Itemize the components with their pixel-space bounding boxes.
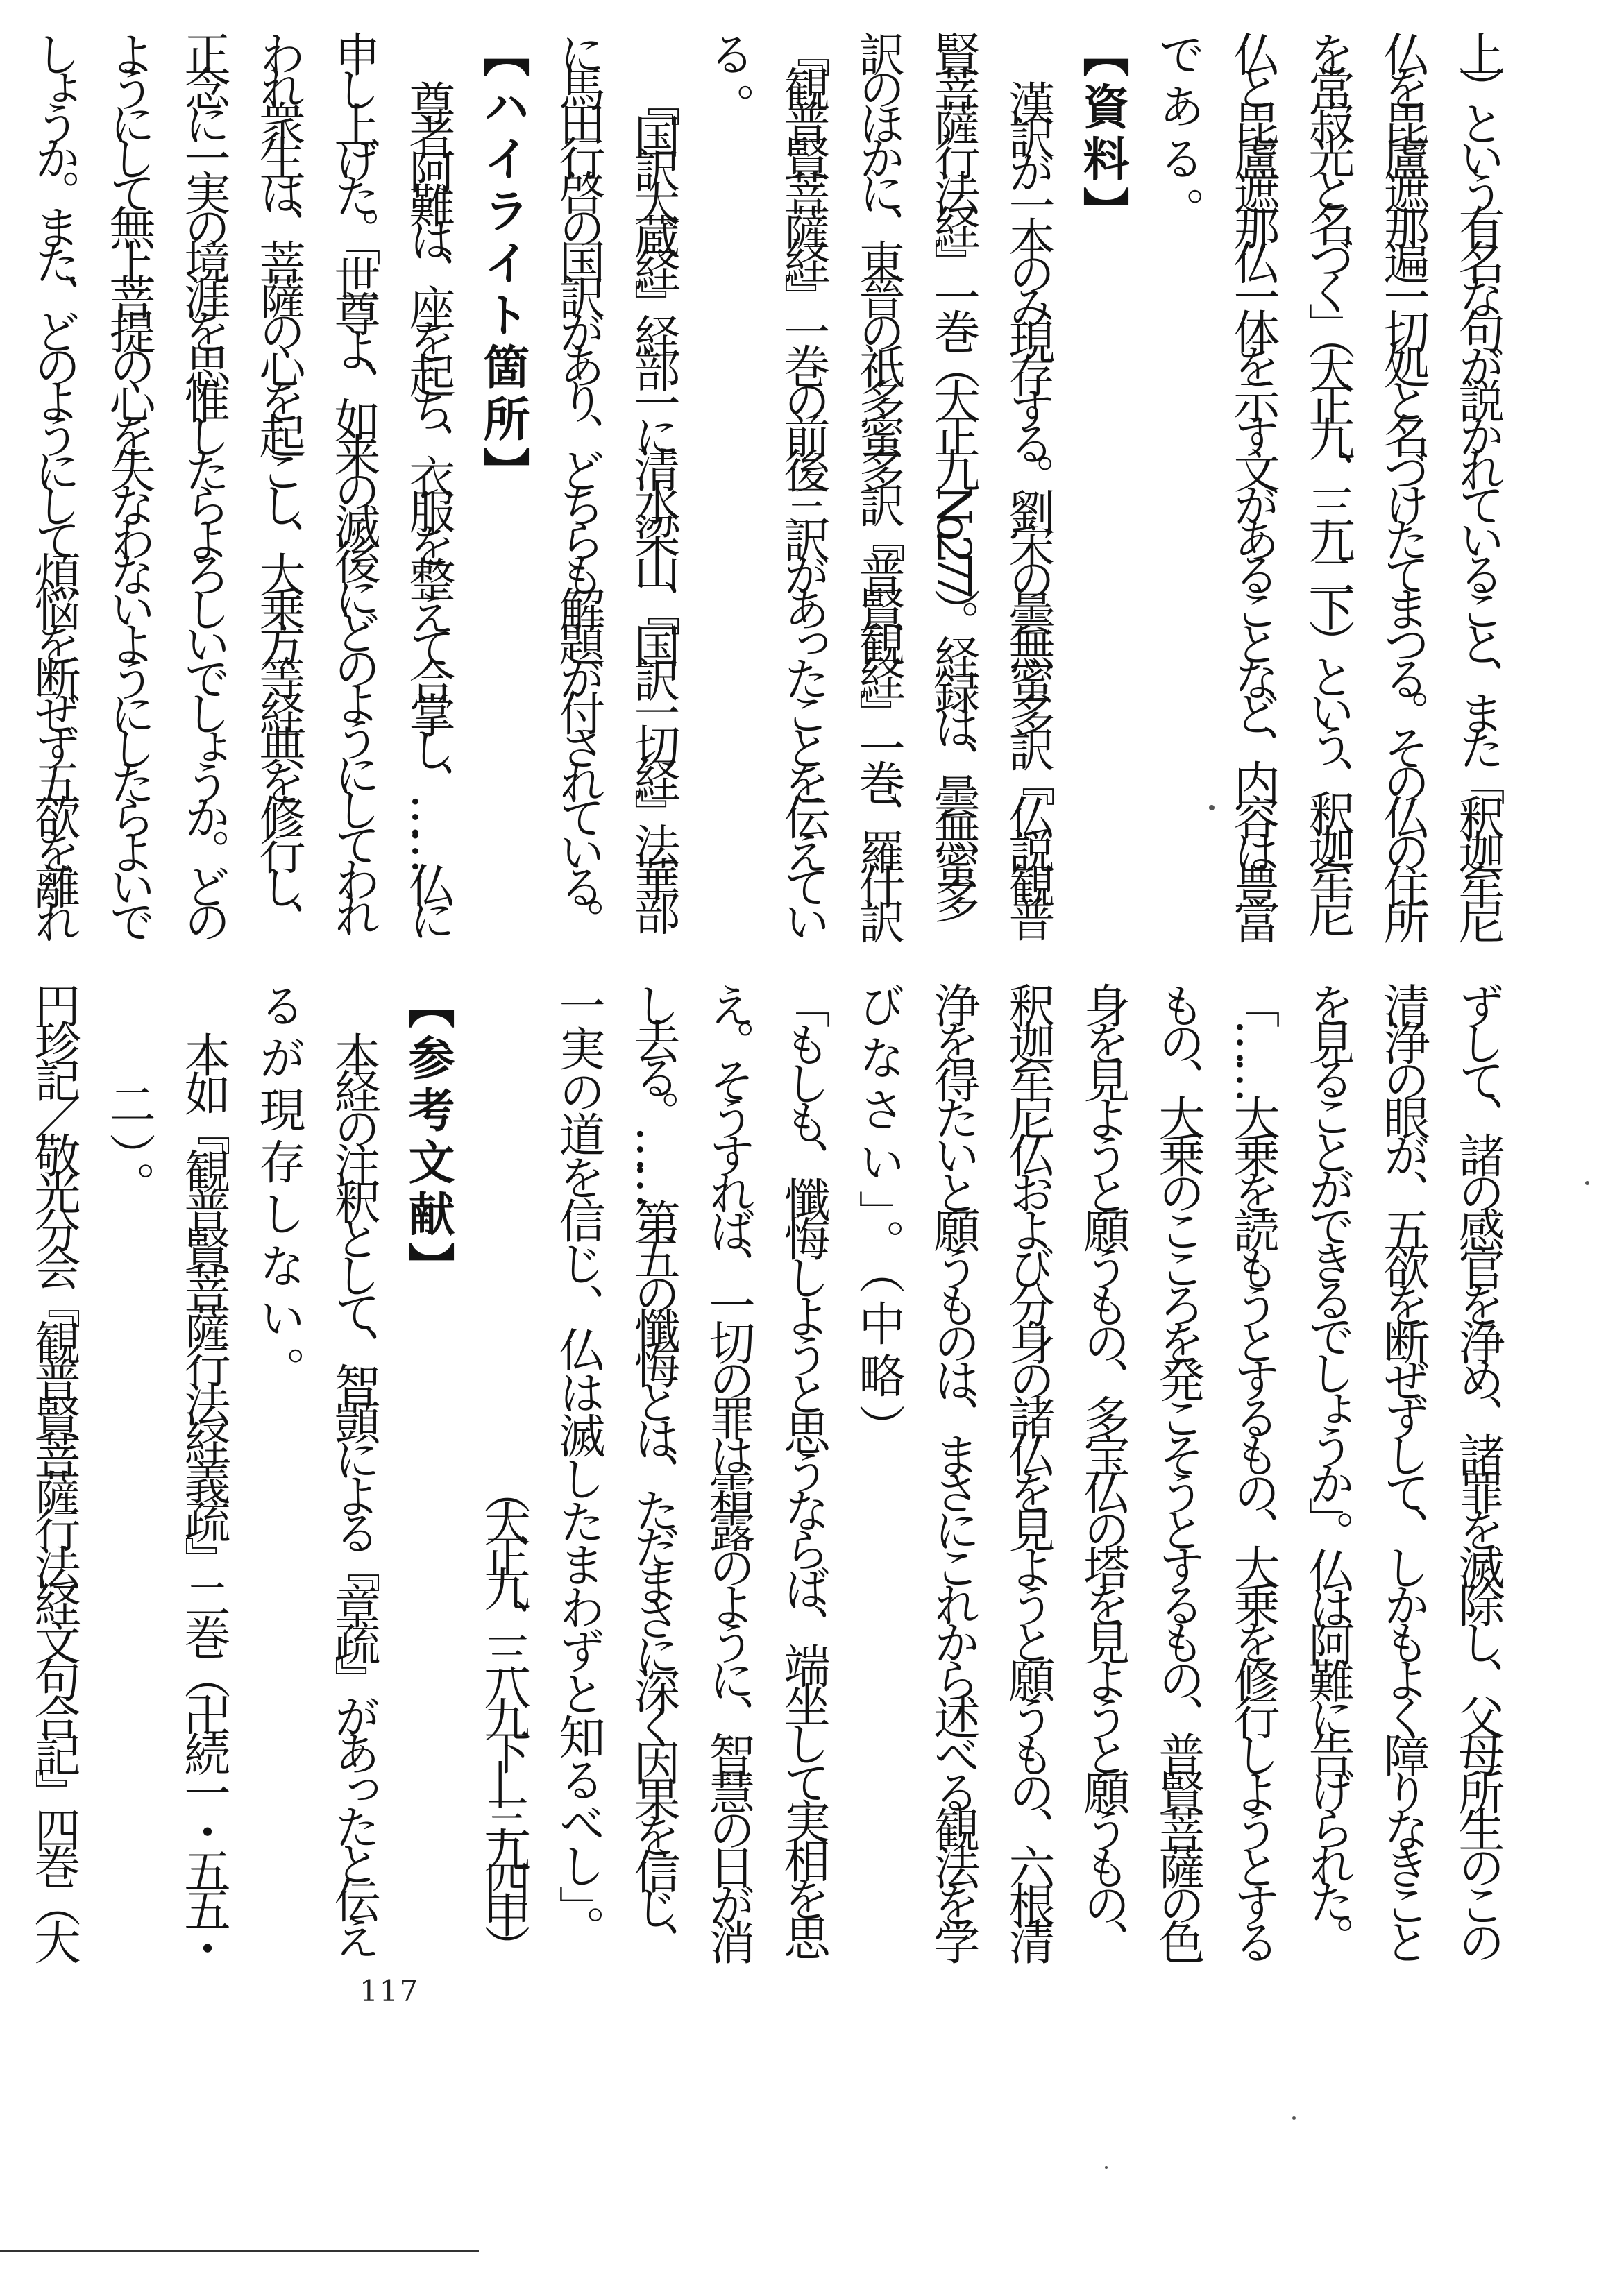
text-column: 漢訳が一本のみ現存する。劉宋の曇無蜜多訳『仏説観普	[1001, 80, 1056, 930]
text-column: 「もしも、懺悔しようと思うならば、端坐して実相を思	[777, 982, 831, 1953]
text-column: に馬田行啓の国訳があり、どちらも解題が付されている。	[552, 31, 606, 933]
text-column: 仏を毘盧遮那遍一切処と名づけたてまつる。その仏の住所	[1376, 31, 1430, 933]
text-column: 一実の道を信じ、仏は滅したまわずと知るべし」。	[552, 982, 606, 1948]
text-column: 本如『観普賢菩薩行法経義疏』二巻（卍続一・五五・	[177, 1031, 231, 1964]
text-column: もの、大乗のこころを発こそうとするもの、普賢菩薩の色	[1151, 982, 1206, 1956]
text-column: 『国訳大蔵経』経部一に清水梁山、『国訳一切経』法華部	[627, 80, 681, 923]
text-column: 釈迦牟尼仏および分身の諸仏を見ようと願うもの、六根清	[1001, 982, 1056, 1956]
text-column: るが現存しない。	[252, 982, 306, 1398]
text-column: である。	[1151, 31, 1206, 239]
text-column: え。そうすれば、一切の罪は霜露のように、智慧の日が消	[702, 982, 756, 1956]
citation-column: （大正九、三八九下―三九四中）	[477, 1468, 531, 1957]
section-heading-sources: 【資料】	[1076, 31, 1131, 239]
text-column: を見ることができるでしょうか」。仏は阿難に告げられた。	[1301, 982, 1355, 1952]
scan-speck	[1209, 805, 1215, 810]
text-column: 訳のほかに、東晉の祇多蜜多訳『普賢観経』一巻、羅什訳	[852, 31, 906, 933]
text-column: 正念に一実の境涯を思惟したらよろしいでしょうか。どの	[177, 31, 231, 933]
text-column: る。	[702, 31, 756, 135]
section-heading-references: 【参考文献】	[401, 982, 456, 1294]
text-column: 二）。	[102, 1080, 156, 1214]
text-column: 尊者阿難は、座を起ち、衣服を整えて合掌し、……仏に	[402, 80, 456, 930]
page-number: 117	[360, 1974, 420, 2008]
scan-speck	[1585, 1181, 1589, 1185]
text-column: びなさい」。（中略）	[852, 982, 906, 1456]
text-column: 『観普賢菩薩経』一巻の前後三訳があったことを伝えてい	[777, 31, 831, 933]
text-column: 浄を得たいと願うものは、まさにこれから述べる観法を学	[927, 982, 981, 1956]
text-column: 「……大乗を読もうとするもの、大乗を修行しようとする	[1226, 982, 1280, 1956]
text-column: ようにして無上菩提の心を失なわないようにしたらよいで	[102, 31, 156, 933]
scan-speck	[1105, 2166, 1108, 2169]
text-column: 申し上げた。「世尊よ、如来の滅後にどのようにしてわれ	[327, 31, 381, 928]
text-column: 仏と毘盧遮那仏一体を示す文があることなど、内容は豊富	[1226, 31, 1280, 933]
text-column: 本経の注釈として、智顗による『章疏』があったと伝え	[327, 1031, 381, 1950]
text-column: しょうか。また、どのようにして煩悩を断ぜず五欲を離れ	[27, 31, 81, 933]
text-column: 円珍記／敬光分会『観普賢菩薩行法経文句合記』四巻（大	[27, 982, 81, 1956]
text-column: われ衆生は、菩薩の心を起こし、大乗方等経典を修行し、	[252, 31, 306, 933]
bottom-rule	[0, 2250, 479, 2252]
scan-speck	[1292, 2116, 1296, 2120]
text-column: 上）という有名な句が説かれていること、また「釈迦牟尼	[1451, 31, 1505, 933]
text-column: ずして、諸の感官を浄め、諸罪を滅除し、父母所生のこの	[1451, 982, 1505, 1956]
text-column: 賢菩薩行法経』一巻（大正九 No. 277）。経録は、曇無蜜多	[927, 31, 981, 912]
text-column: 身を見ようと願うもの、多宝仏の塔を見ようと願うもの、	[1076, 982, 1131, 1956]
text-column: を常寂光と名づく」（大正九、三九二下）という、釈迦牟尼	[1301, 31, 1355, 926]
text-column: し去る。……第五の懺悔とは、ただまさに深く因果を信じ、	[627, 982, 681, 1956]
section-heading-highlight: 【ハイライト箇所】	[476, 31, 531, 499]
text-column: 清浄の眼が、五欲を断ぜずして、しかもよく障りなきこと	[1376, 982, 1430, 1956]
